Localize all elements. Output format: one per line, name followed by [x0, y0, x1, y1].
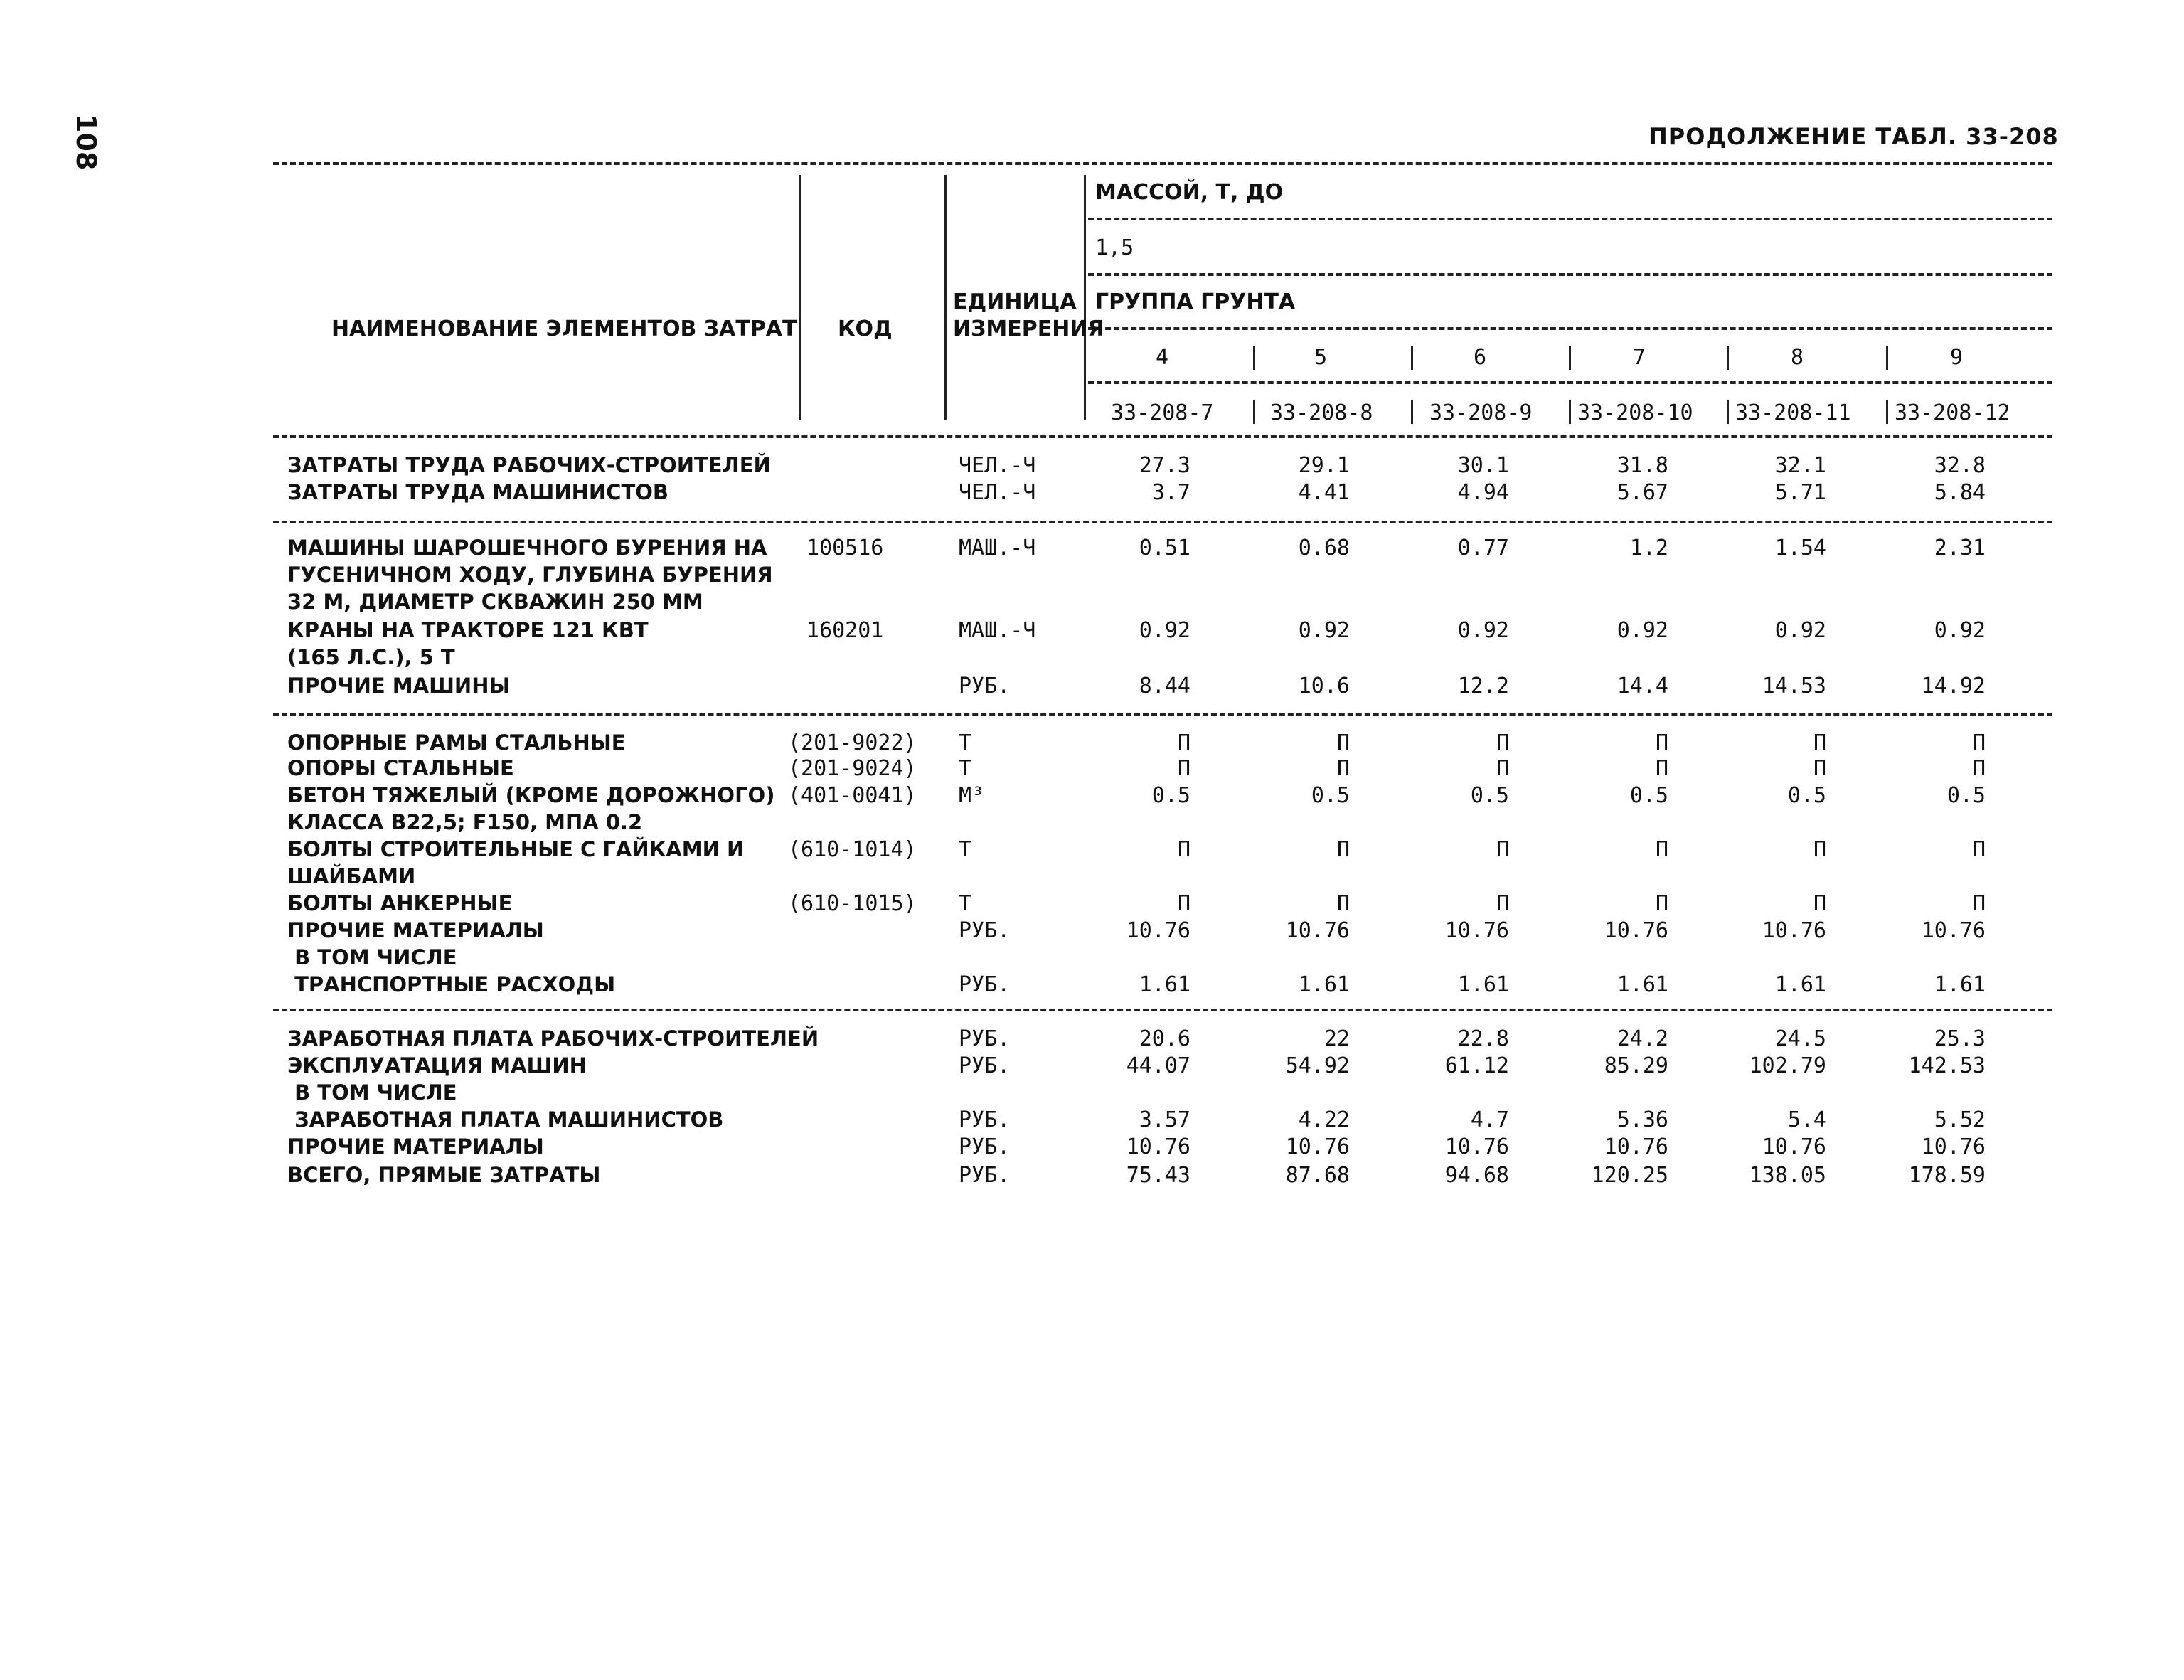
header-unit-line2: ИЗМЕРЕНИЯ — [953, 317, 1104, 341]
row-value: 10.76 — [1126, 918, 1190, 943]
header-mass-label: МАССОЙ, Т, ДО — [1095, 180, 1284, 205]
row-value: 5.4 — [1787, 1107, 1826, 1132]
row-name-line: ОПОРНЫЕ РАМЫ СТАЛЬНЫЕ — [287, 730, 626, 755]
row-code: (401-0041) — [788, 783, 917, 808]
row-value: 3.57 — [1139, 1107, 1190, 1132]
row-unit: РУБ. — [959, 1134, 1011, 1159]
row-value: 14.4 — [1616, 674, 1668, 698]
row-value: 24.2 — [1616, 1026, 1668, 1051]
row-code: 100516 — [806, 536, 884, 560]
row-name-line: ЗАТРАТЫ ТРУДА МАШИНИСТОВ — [287, 480, 668, 504]
row-value: 1.61 — [1616, 972, 1668, 997]
row-value: 22 — [1323, 1026, 1350, 1051]
group-separator — [1569, 346, 1571, 370]
group-separator — [1886, 346, 1888, 370]
row-unit: МАШ.-Ч — [959, 618, 1036, 643]
row-value: 5.84 — [1934, 480, 1986, 505]
row-value: 102.79 — [1749, 1053, 1826, 1078]
row-value: 120.25 — [1591, 1163, 1668, 1188]
row-value: 10.76 — [1762, 1134, 1826, 1159]
row-name-line: ТРАНСПОРТНЫЕ РАСХОДЫ — [287, 972, 616, 996]
row-value: П — [1655, 756, 1668, 781]
row-value: 25.3 — [1934, 1026, 1986, 1051]
row-value: 10.76 — [1604, 1134, 1668, 1159]
row-value: 0.5 — [1470, 783, 1509, 808]
row-value: 24.5 — [1774, 1026, 1826, 1051]
row-unit: РУБ. — [959, 674, 1011, 698]
group-separator — [1727, 346, 1729, 370]
code-separator — [1727, 400, 1729, 424]
row-name-line: (165 Л.С.), 5 Т — [287, 645, 455, 669]
row-name-line: ЗАТРАТЫ ТРУДА РАБОЧИХ-СТРОИТЕЛЕЙ — [287, 453, 771, 477]
row-value: 5.52 — [1934, 1107, 1986, 1132]
row-code: 160201 — [806, 618, 884, 643]
row-value: 1.54 — [1774, 536, 1826, 560]
row-value: 8.44 — [1139, 674, 1190, 698]
column-code: 33-208-8 — [1270, 400, 1373, 425]
row-unit: РУБ. — [959, 972, 1011, 997]
row-value: 10.76 — [1604, 918, 1668, 943]
row-value: 10.76 — [1444, 1134, 1509, 1159]
row-value: П — [1972, 730, 1986, 755]
row-name-line: ЗАРАБОТНАЯ ПЛАТА РАБОЧИХ-СТРОИТЕЛЕЙ — [287, 1026, 819, 1051]
row-value: 14.53 — [1762, 674, 1826, 698]
row-value: 0.92 — [1774, 618, 1826, 643]
row-unit: Т — [959, 837, 972, 862]
row-name-line: ГУСЕНИЧНОМ ХОДУ, ГЛУБИНА БУРЕНИЯ — [287, 563, 773, 587]
column-code: 33-208-11 — [1735, 400, 1851, 425]
group-number: 7 — [1633, 345, 1646, 370]
header-rule-codes — [1088, 381, 2052, 384]
row-value: 138.05 — [1749, 1163, 1826, 1188]
code-separator — [1886, 400, 1888, 424]
row-code: (201-9024) — [788, 756, 917, 781]
row-unit: ЧЕЛ.-Ч — [959, 453, 1036, 478]
row-value: П — [1177, 756, 1190, 781]
row-value: П — [1496, 756, 1509, 781]
row-name-line: БЕТОН ТЯЖЕЛЫЙ (КРОМЕ ДОРОЖНОГО) — [287, 783, 775, 807]
row-name-line: ШАЙБАМИ — [287, 864, 416, 888]
row-value: 1.61 — [1139, 972, 1190, 997]
code-separator — [1569, 400, 1571, 424]
row-value: 0.92 — [1139, 618, 1190, 643]
row-value: 10.76 — [1921, 918, 1986, 943]
row-value: 32.1 — [1774, 453, 1826, 478]
row-value: 1.2 — [1629, 536, 1668, 560]
group-number: 4 — [1156, 345, 1169, 370]
row-value: 44.07 — [1126, 1053, 1190, 1078]
row-unit: ЧЕЛ.-Ч — [959, 480, 1036, 505]
top-rule — [273, 162, 2052, 165]
row-value: 31.8 — [1616, 453, 1668, 478]
row-value: 5.36 — [1616, 1107, 1668, 1132]
row-value: 61.12 — [1444, 1053, 1509, 1078]
row-unit: РУБ. — [959, 1163, 1011, 1188]
group-separator — [1253, 346, 1255, 370]
row-name-line: ВСЕГО, ПРЯМЫЕ ЗАТРАТЫ — [287, 1163, 601, 1187]
row-unit: М³ — [959, 783, 985, 808]
row-value: П — [1177, 837, 1190, 862]
row-value: 10.6 — [1298, 674, 1350, 698]
code-separator — [1411, 400, 1413, 424]
row-value: 0.77 — [1457, 536, 1509, 560]
row-value: 178.59 — [1908, 1163, 1986, 1188]
row-value: 1.61 — [1934, 972, 1986, 997]
group-number: 9 — [1950, 345, 1964, 370]
header-separator-unit — [1084, 175, 1086, 420]
row-unit: МАШ.-Ч — [959, 536, 1036, 560]
row-value: 0.92 — [1616, 618, 1668, 643]
row-name-line: В ТОМ ЧИСЛЕ — [287, 945, 457, 969]
row-value: 4.22 — [1298, 1107, 1350, 1132]
row-value: П — [1972, 891, 1986, 916]
row-name-line: ОПОРЫ СТАЛЬНЫЕ — [287, 756, 514, 780]
row-value: 10.76 — [1762, 918, 1826, 943]
table-continuation-title: ПРОДОЛЖЕНИЕ ТАБЛ. 33-208 — [1648, 123, 2059, 150]
row-value: 5.67 — [1616, 480, 1668, 505]
row-value: 10.76 — [1285, 1134, 1350, 1159]
header-separator-name — [799, 175, 801, 420]
row-value: П — [1336, 730, 1350, 755]
row-name-line: КЛАССА В22,5; F150, МПА 0.2 — [287, 810, 643, 834]
row-code: (201-9022) — [788, 730, 917, 755]
row-value: 10.76 — [1126, 1134, 1190, 1159]
section-divider — [273, 521, 2052, 523]
row-value: 1.61 — [1457, 972, 1509, 997]
row-unit: РУБ. — [959, 1107, 1011, 1132]
row-value: П — [1177, 891, 1190, 916]
row-value: П — [1813, 756, 1826, 781]
group-number: 8 — [1791, 345, 1804, 370]
row-value: П — [1655, 730, 1668, 755]
row-value: 94.68 — [1444, 1163, 1509, 1188]
row-name-line: ПРОЧИЕ МАТЕРИАЛЫ — [287, 918, 544, 942]
header-group-label: ГРУППА ГРУНТА — [1095, 289, 1296, 314]
header-name-column: НАИМЕНОВАНИЕ ЭЛЕМЕНТОВ ЗАТРАТ — [331, 317, 797, 341]
row-name-line: ПРОЧИЕ МАШИНЫ — [287, 674, 511, 698]
row-value: П — [1496, 837, 1509, 862]
row-value: П — [1972, 837, 1986, 862]
header-bottom-rule — [273, 435, 2052, 438]
row-value: 85.29 — [1604, 1053, 1668, 1078]
row-value: 87.68 — [1285, 1163, 1350, 1188]
row-value: П — [1336, 837, 1350, 862]
row-value: 27.3 — [1139, 453, 1190, 478]
row-value: 0.5 — [1151, 783, 1190, 808]
row-name-line: ПРОЧИЕ МАТЕРИАЛЫ — [287, 1134, 544, 1159]
row-value: 0.5 — [1629, 783, 1668, 808]
code-separator — [1253, 400, 1255, 424]
row-value: 3.7 — [1151, 480, 1190, 505]
row-value: 2.31 — [1934, 536, 1986, 560]
section-divider — [273, 1009, 2052, 1011]
row-name-line: ЭКСПЛУАТАЦИЯ МАШИН — [287, 1053, 587, 1078]
row-value: П — [1813, 891, 1826, 916]
row-value: П — [1972, 756, 1986, 781]
row-value: 30.1 — [1457, 453, 1509, 478]
row-value: П — [1655, 837, 1668, 862]
group-number: 6 — [1474, 345, 1487, 370]
row-unit: РУБ. — [959, 1026, 1011, 1051]
row-value: 1.61 — [1774, 972, 1826, 997]
row-value: П — [1336, 756, 1350, 781]
row-value: 0.5 — [1946, 783, 1986, 808]
row-unit: РУБ. — [959, 918, 1011, 943]
row-value: 0.5 — [1787, 783, 1826, 808]
row-name-line: КРАНЫ НА ТРАКТОРЕ 121 КВТ — [287, 618, 649, 642]
row-value: 29.1 — [1298, 453, 1350, 478]
section-divider — [273, 713, 2052, 716]
header-unit-line1: ЕДИНИЦА — [953, 289, 1077, 314]
row-value: П — [1496, 730, 1509, 755]
header-rule-group — [1088, 327, 2052, 330]
row-value: 4.7 — [1470, 1107, 1509, 1132]
header-separator-code — [944, 175, 947, 420]
row-value: 14.92 — [1921, 674, 1986, 698]
row-value: 1.61 — [1298, 972, 1350, 997]
row-unit: Т — [959, 756, 972, 781]
row-value: П — [1177, 730, 1190, 755]
column-code: 33-208-12 — [1895, 400, 2010, 425]
header-rule-mass — [1088, 218, 2052, 220]
column-code: 33-208-10 — [1577, 400, 1693, 425]
row-value: 10.76 — [1285, 918, 1350, 943]
row-value: 22.8 — [1457, 1026, 1509, 1051]
row-name-line: БОЛТЫ АНКЕРНЫЕ — [287, 891, 513, 915]
row-value: П — [1655, 891, 1668, 916]
row-value: П — [1813, 730, 1826, 755]
page-number: 108 — [70, 114, 102, 171]
column-code: 33-208-9 — [1429, 400, 1533, 425]
header-code-column: КОД — [838, 317, 893, 341]
row-value: 0.92 — [1934, 618, 1986, 643]
row-name-line: 32 М, ДИАМЕТР СКВАЖИН 250 ММ — [287, 590, 703, 614]
row-value: П — [1813, 837, 1826, 862]
row-value: 0.92 — [1457, 618, 1509, 643]
row-value: 0.92 — [1298, 618, 1350, 643]
row-name-line: ЗАРАБОТНАЯ ПЛАТА МАШИНИСТОВ — [287, 1107, 724, 1132]
row-value: 142.53 — [1908, 1053, 1986, 1078]
row-value: 0.68 — [1298, 536, 1350, 560]
row-code: (610-1015) — [788, 891, 917, 916]
row-value: 0.51 — [1139, 536, 1190, 560]
row-unit: Т — [959, 730, 972, 755]
row-name-line: В ТОМ ЧИСЛЕ — [287, 1080, 457, 1105]
row-name-line: БОЛТЫ СТРОИТЕЛЬНЫЕ С ГАЙКАМИ И — [287, 837, 745, 861]
row-value: 10.76 — [1444, 918, 1509, 943]
row-value: 5.71 — [1774, 480, 1826, 505]
row-value: 20.6 — [1139, 1026, 1190, 1051]
row-value: П — [1336, 891, 1350, 916]
row-value: 32.8 — [1934, 453, 1986, 478]
row-unit: РУБ. — [959, 1053, 1011, 1078]
row-value: 4.41 — [1298, 480, 1350, 505]
header-rule-value — [1088, 273, 2052, 276]
header-mass-value: 1,5 — [1095, 235, 1134, 260]
row-value: П — [1496, 891, 1509, 916]
row-value: 12.2 — [1457, 674, 1509, 698]
row-value: 75.43 — [1126, 1163, 1190, 1188]
column-code: 33-208-7 — [1111, 400, 1214, 425]
group-number: 5 — [1314, 345, 1328, 370]
row-code: (610-1014) — [788, 837, 917, 862]
row-value: 10.76 — [1921, 1134, 1986, 1159]
row-name-line: МАШИНЫ ШАРОШЕЧНОГО БУРЕНИЯ НА — [287, 536, 767, 560]
row-value: 54.92 — [1285, 1053, 1350, 1078]
row-unit: Т — [959, 891, 972, 916]
group-separator — [1411, 346, 1413, 370]
row-value: 4.94 — [1457, 480, 1509, 505]
row-value: 0.5 — [1311, 783, 1350, 808]
